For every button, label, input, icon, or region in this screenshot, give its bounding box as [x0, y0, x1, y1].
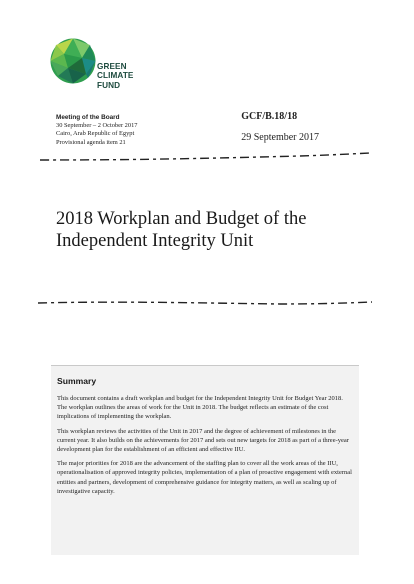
- meeting-info: [56, 114, 137, 147]
- summary-paragraph-3: The major priorities for 2018 are the advancement of the staffing plan to cover all the work areas of the IIU, operationalisation of approved integrity policies, implementation of a plan of proactive engagement with external entities and partners, development of comprehensive guidance for integrity matters, as well as scaling up of investigative capacity.: [57, 460, 352, 495]
- summary-paragraph-1: This document contains a draft workplan and budget for the Independent Integrity Unit for Budget Year 2018. The workplan outlines the areas of work for the Unit in 2018. The budget reflects an estimate of the cost implications of implementing the workplan.: [57, 395, 343, 421]
- agenda-item: Provisional agenda item 21: [56, 138, 126, 146]
- title-line-2: Independent Integrity Unit: [56, 230, 254, 251]
- top-wave-divider: [0, 148, 414, 168]
- document-title: [56, 209, 376, 252]
- gcf-logo-icon: [50, 38, 96, 84]
- meeting-title: Meeting of the Board: [56, 114, 120, 121]
- document-code: GCF/B.18/18: [241, 111, 298, 122]
- bottom-wave-divider: [0, 292, 414, 312]
- title-line-1: 2018 Workplan and Budget of the: [56, 209, 307, 229]
- document-date: 29 September 2017: [241, 132, 319, 143]
- summary-heading: Summary: [57, 376, 97, 386]
- logo-line-2: CLIMATE: [97, 71, 134, 81]
- meeting-location: Cairo, Arab Republic of Egypt: [56, 130, 135, 138]
- summary-box: [51, 365, 359, 555]
- document-reference: [241, 111, 319, 144]
- logo-wordmark: [97, 62, 133, 90]
- meeting-dates: 30 September – 2 October 2017: [56, 122, 138, 130]
- summary-paragraph-2: This workplan reviews the activities of the Unit in 2017 and the degree of achievement of milestones in the current year. It also builds on the achievements for 2017 and sets out new targets for 2018 as part of a three-year development plan for the establishment of an efficient and effective IIU.: [57, 427, 349, 454]
- logo-line-3: FUND: [97, 80, 121, 90]
- logo-line-1: GREEN: [97, 62, 127, 71]
